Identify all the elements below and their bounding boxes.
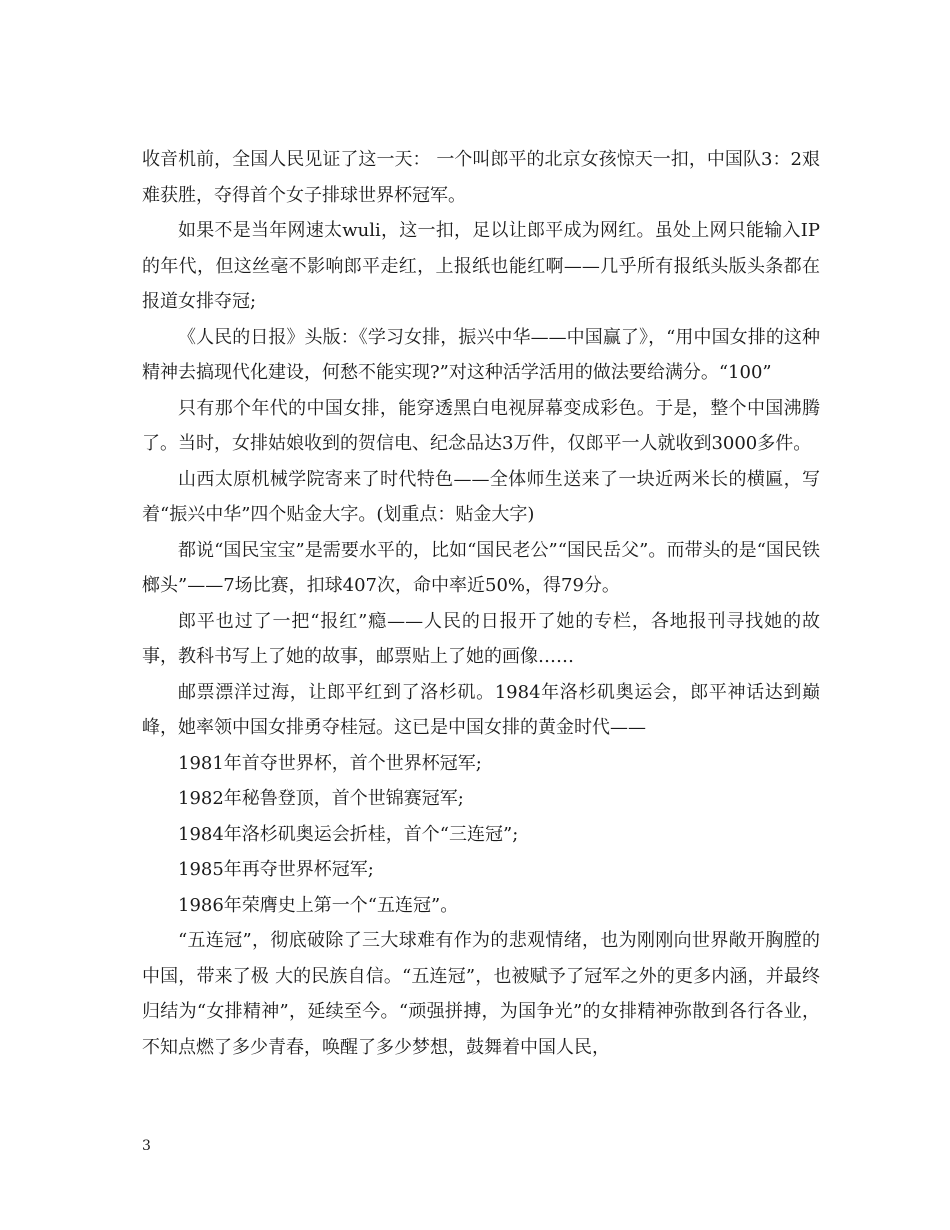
list-item-1986: 1986年荣膺史上第一个“五连冠”。 [178,894,459,916]
list-item-1984: 1984年洛杉矶奥运会折桂，首个“三连冠”; [178,823,519,845]
paragraph-newspaper-fame: 郎平也过了一把“报红”瘾——人民的日报开了她的专栏，各地报刊寻找她的故事，教科书写上了她的故事，邮票贴上了她的画像…… [142,610,820,667]
paragraph-los-angeles: 邮票漂洋过海，让郎平红到了洛杉矶。1984年洛杉矶奥运会，郎平神话达到巅峰，她率领中国女排勇夺桂冠。这已是中国女排的黄金时代—— [142,681,820,738]
paragraph-peoples-daily: 《人民的日报》头版：《学习女排，振兴中华——中国赢了》，“用中国女排的这种精神去搞现代化建设，何愁不能实现?”对这种活学活用的做法要给满分。“100” [142,326,820,383]
paragraph-iron-hammer: 都说“国民宝宝”是需要水平的，比如“国民老公”“国民岳父”。而带头的是“国民铁榔头”——7场比赛，扣球407次，命中率近50%，得79分。 [142,539,820,596]
paragraph-continuation: 收音机前，全国人民见证了这一天： 一个叫郎平的北京女孩惊天一扣，中国队3：2艰难获胜，夺得首个女子排球世界杯冠军。 [142,149,820,206]
paragraph-five-titles: “五连冠”，彻底破除了三大球难有作为的悲观情绪，也为刚刚向世界敞开胸膛的中国，带来了极 大的民族自信。“五连冠”，也被赋予了冠军之外的更多内涵，并最终归结为“女排精神”，延续至今。“顽强拼搏，为国争光”的女排精神弥散到各行各业，不知点燃了多少青春，唤醒了多少梦想，鼓舞着中国人民， [142,930,820,1058]
list-item-1982: 1982年秘鲁登顶，首个世锦赛冠军; [178,788,464,809]
paragraph-color-tv: 只有那个年代的中国女排，能穿透黑白电视屏幕变成彩色。于是，整个中国沸腾了。当时，女排姑娘收到的贺信电、纪念品达3万件，仅郎平一人就收到3000多件。 [142,397,820,454]
paragraph-plaque: 山西太原机械学院寄来了时代特色——全体师生送来了一块近两米长的横匾，写着“振兴中华”四个贴金大字。(划重点：贴金大字) [142,468,820,525]
body-text [142,142,820,1065]
paragraph-internet-fame: 如果不是当年网速太wuli，这一扣，足以让郎平成为网红。虽处上网只能输入IP的年代，但这丝毫不影响郎平走红，上报纸也能红啊——几乎所有报纸头版头条都在报道女排夺冠; [142,220,820,312]
page-number: 3 [142,1138,151,1154]
list-item-1981: 1981年首夺世界杯，首个世界杯冠军; [178,752,482,774]
list-item-1985: 1985年再夺世界杯冠军; [178,859,374,880]
